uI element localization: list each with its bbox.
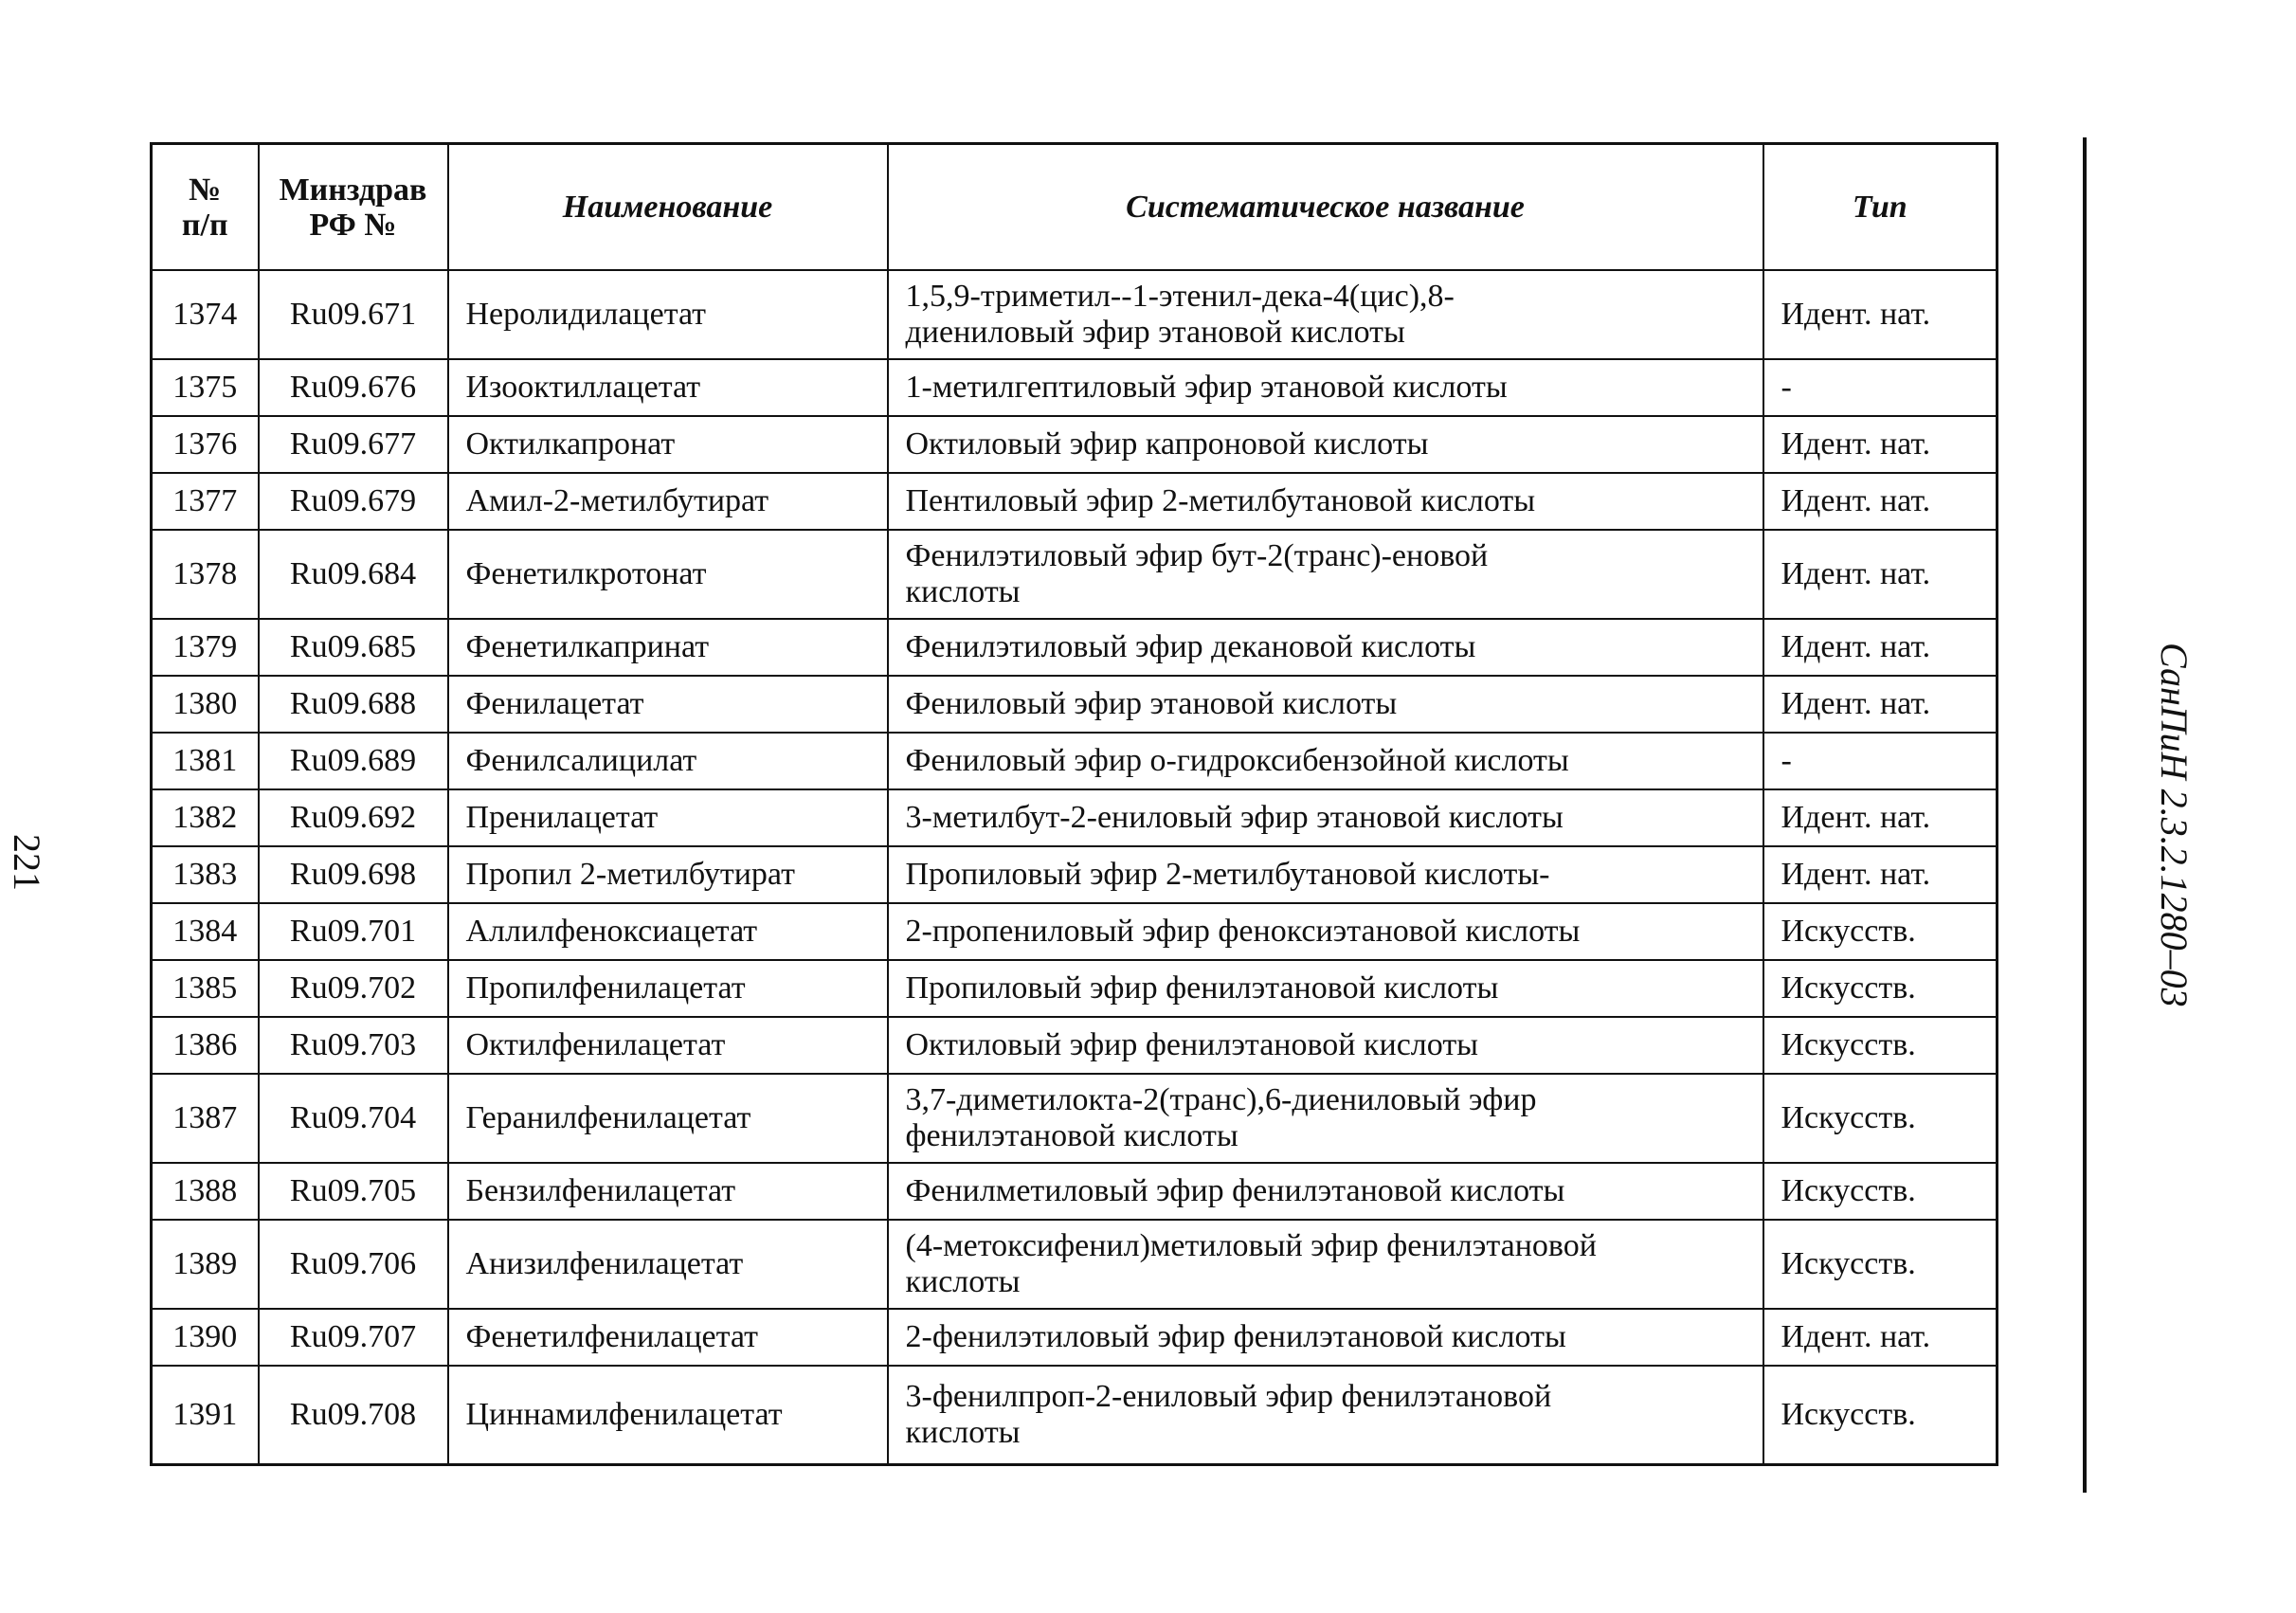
additive-type: Искусств. [1763, 1163, 1998, 1220]
minzdrav-code: Ru09.702 [259, 960, 448, 1017]
systematic-name-line: 1,5,9-триметил--1-этенил-дека-4(цис),8- [905, 279, 1455, 314]
additive-name: Пропил 2-метилбутират [448, 846, 888, 903]
table-row [152, 270, 1998, 359]
minzdrav-code: Ru09.685 [259, 619, 448, 676]
minzdrav-code: Ru09.679 [259, 473, 448, 530]
additive-name: Циннамилфенилацетат [448, 1366, 888, 1465]
minzdrav-code: Ru09.708 [259, 1366, 448, 1465]
additive-type: Идент. нат. [1763, 846, 1998, 903]
row-number: 1380 [152, 676, 259, 733]
additive-name: Геранилфенилацетат [448, 1074, 888, 1163]
systematic-name [888, 1163, 1763, 1220]
minzdrav-code: Ru09.684 [259, 530, 448, 619]
minzdrav-code: Ru09.676 [259, 359, 448, 416]
systematic-name-line: кислоты [905, 1415, 1021, 1450]
header-type: Тип [1763, 144, 1998, 271]
page-number: 221 [6, 834, 48, 891]
systematic-name-line: 3-фенилпроп-2-ениловый эфир фенилэтановой [905, 1379, 1552, 1414]
systematic-name [888, 903, 1763, 960]
systematic-name-line: Пропиловый эфир фенилэтановой кислоты [905, 970, 1499, 1006]
row-number: 1377 [152, 473, 259, 530]
systematic-name [888, 676, 1763, 733]
additive-name: Амил-2-метилбутират [448, 473, 888, 530]
additive-type: Идент. нат. [1763, 530, 1998, 619]
header-minzdrav [259, 144, 448, 271]
systematic-name-line: Пентиловый эфир 2-метилбутановой кислоты [905, 483, 1536, 518]
header-name: Наименование [448, 144, 888, 271]
table-row [152, 846, 1998, 903]
row-number: 1378 [152, 530, 259, 619]
table-row [152, 416, 1998, 473]
additive-name: Фенилацетат [448, 676, 888, 733]
row-number: 1391 [152, 1366, 259, 1465]
minzdrav-code: Ru09.701 [259, 903, 448, 960]
table-body [152, 270, 1998, 1465]
systematic-name-line: 2-пропениловый эфир феноксиэтановой кислоты [905, 914, 1581, 949]
row-number: 1375 [152, 359, 259, 416]
systematic-name [888, 846, 1763, 903]
table-row [152, 903, 1998, 960]
minzdrav-code: Ru09.707 [259, 1309, 448, 1366]
minzdrav-code: Ru09.692 [259, 789, 448, 846]
systematic-name-line: Октиловый эфир капроновой кислоты [905, 426, 1429, 462]
table-row [152, 1163, 1998, 1220]
systematic-name-line: кислоты [905, 574, 1021, 609]
table-row [152, 1220, 1998, 1309]
header-minzdrav-line2: РФ № [309, 207, 397, 243]
header-minzdrav-line1: Минздрав [279, 172, 427, 208]
additive-type: Искусств. [1763, 1017, 1998, 1074]
systematic-name-line: Фениловый эфир о-гидроксибензойной кислоты [905, 743, 1569, 778]
systematic-name [888, 416, 1763, 473]
table-row [152, 676, 1998, 733]
additive-name: Фенетилкротонат [448, 530, 888, 619]
systematic-name-line: Фенилметиловый эфир фенилэтановой кислоты [905, 1173, 1565, 1208]
systematic-name [888, 359, 1763, 416]
systematic-name [888, 473, 1763, 530]
minzdrav-code: Ru09.677 [259, 416, 448, 473]
additive-type: Искусств. [1763, 1074, 1998, 1163]
additive-type: Идент. нат. [1763, 676, 1998, 733]
minzdrav-code: Ru09.688 [259, 676, 448, 733]
additives-table [150, 142, 1998, 1466]
row-number: 1390 [152, 1309, 259, 1366]
systematic-name [888, 1366, 1763, 1465]
row-number: 1384 [152, 903, 259, 960]
table-row [152, 1017, 1998, 1074]
header-num-line1: № [189, 172, 222, 208]
systematic-name [888, 270, 1763, 359]
table-header-row [152, 144, 1998, 271]
additive-type: Искусств. [1763, 960, 1998, 1017]
additive-type: - [1763, 733, 1998, 789]
systematic-name [888, 789, 1763, 846]
additive-type: Идент. нат. [1763, 473, 1998, 530]
header-num [152, 144, 259, 271]
additive-type: Идент. нат. [1763, 270, 1998, 359]
systematic-name-line: фенилэтановой кислоты [905, 1118, 1238, 1153]
header-systematic: Систематическое название [888, 144, 1763, 271]
additive-name: Анизилфенилацетат [448, 1220, 888, 1309]
table-row [152, 1366, 1998, 1465]
systematic-name-line: Октиловый эфир фенилэтановой кислоты [905, 1027, 1479, 1062]
additive-name: Пропилфенилацетат [448, 960, 888, 1017]
additive-type: - [1763, 359, 1998, 416]
additive-name: Изооктиллацетат [448, 359, 888, 416]
systematic-name-line: Фениловый эфир этановой кислоты [905, 686, 1398, 721]
running-header: СанПиН 2.3.2.1280–03 [2153, 643, 2196, 1007]
systematic-name-line: кислоты [905, 1264, 1021, 1299]
systematic-name [888, 1017, 1763, 1074]
header-num-line2: п/п [181, 207, 228, 243]
table-row [152, 1309, 1998, 1366]
additive-type: Идент. нат. [1763, 619, 1998, 676]
additive-name: Октилфенилацетат [448, 1017, 888, 1074]
minzdrav-code: Ru09.671 [259, 270, 448, 359]
additive-type: Искусств. [1763, 1366, 1998, 1465]
table-row [152, 733, 1998, 789]
additive-type: Идент. нат. [1763, 1309, 1998, 1366]
row-number: 1385 [152, 960, 259, 1017]
additive-name: Октилкапронат [448, 416, 888, 473]
minzdrav-code: Ru09.704 [259, 1074, 448, 1163]
systematic-name-line: 3-метилбут-2-ениловый эфир этановой кислоты [905, 800, 1564, 835]
additive-name: Фенилсалицилат [448, 733, 888, 789]
systematic-name [888, 619, 1763, 676]
row-number: 1381 [152, 733, 259, 789]
systematic-name-line: Фенилэтиловый эфир декановой кислоты [905, 629, 1476, 664]
systematic-name-line: Фенилэтиловый эфир бут-2(транс)-еновой [905, 538, 1489, 573]
minzdrav-code: Ru09.703 [259, 1017, 448, 1074]
additive-type: Идент. нат. [1763, 789, 1998, 846]
row-number: 1383 [152, 846, 259, 903]
row-number: 1389 [152, 1220, 259, 1309]
row-number: 1387 [152, 1074, 259, 1163]
additive-name: Аллилфеноксиацетат [448, 903, 888, 960]
row-number: 1388 [152, 1163, 259, 1220]
table-row [152, 960, 1998, 1017]
table-row [152, 789, 1998, 846]
systematic-name [888, 1309, 1763, 1366]
systematic-name-line: диениловый эфир этановой кислоты [905, 315, 1405, 350]
additive-type: Идент. нат. [1763, 416, 1998, 473]
table-row [152, 359, 1998, 416]
systematic-name [888, 530, 1763, 619]
side-rule [2083, 137, 2087, 1493]
systematic-name-line: (4-метоксифенил)метиловый эфир фенилэтановой [905, 1228, 1597, 1263]
systematic-name-line: 3,7-диметилокта-2(транс),6-диениловый эфир [905, 1082, 1537, 1117]
additive-type: Искусств. [1763, 1220, 1998, 1309]
table-row [152, 473, 1998, 530]
systematic-name-line: Пропиловый эфир 2-метилбутановой кислоты- [905, 857, 1550, 892]
row-number: 1382 [152, 789, 259, 846]
additive-name: Фенетилфенилацетат [448, 1309, 888, 1366]
minzdrav-code: Ru09.689 [259, 733, 448, 789]
minzdrav-code: Ru09.698 [259, 846, 448, 903]
minzdrav-code: Ru09.706 [259, 1220, 448, 1309]
table-row [152, 530, 1998, 619]
minzdrav-code: Ru09.705 [259, 1163, 448, 1220]
additive-type: Искусств. [1763, 903, 1998, 960]
additive-name: Неролидилацетат [448, 270, 888, 359]
systematic-name [888, 1074, 1763, 1163]
systematic-name-line: 2-фенилэтиловый эфир фенилэтановой кислоты [905, 1319, 1566, 1354]
row-number: 1374 [152, 270, 259, 359]
table-row [152, 619, 1998, 676]
systematic-name [888, 960, 1763, 1017]
row-number: 1379 [152, 619, 259, 676]
additive-name: Пренилацетат [448, 789, 888, 846]
systematic-name [888, 1220, 1763, 1309]
systematic-name [888, 733, 1763, 789]
row-number: 1386 [152, 1017, 259, 1074]
row-number: 1376 [152, 416, 259, 473]
systematic-name-line: 1-метилгептиловый эфир этановой кислоты [905, 370, 1508, 405]
additive-name: Бензилфенилацетат [448, 1163, 888, 1220]
table-row [152, 1074, 1998, 1163]
additive-name: Фенетилкапринат [448, 619, 888, 676]
